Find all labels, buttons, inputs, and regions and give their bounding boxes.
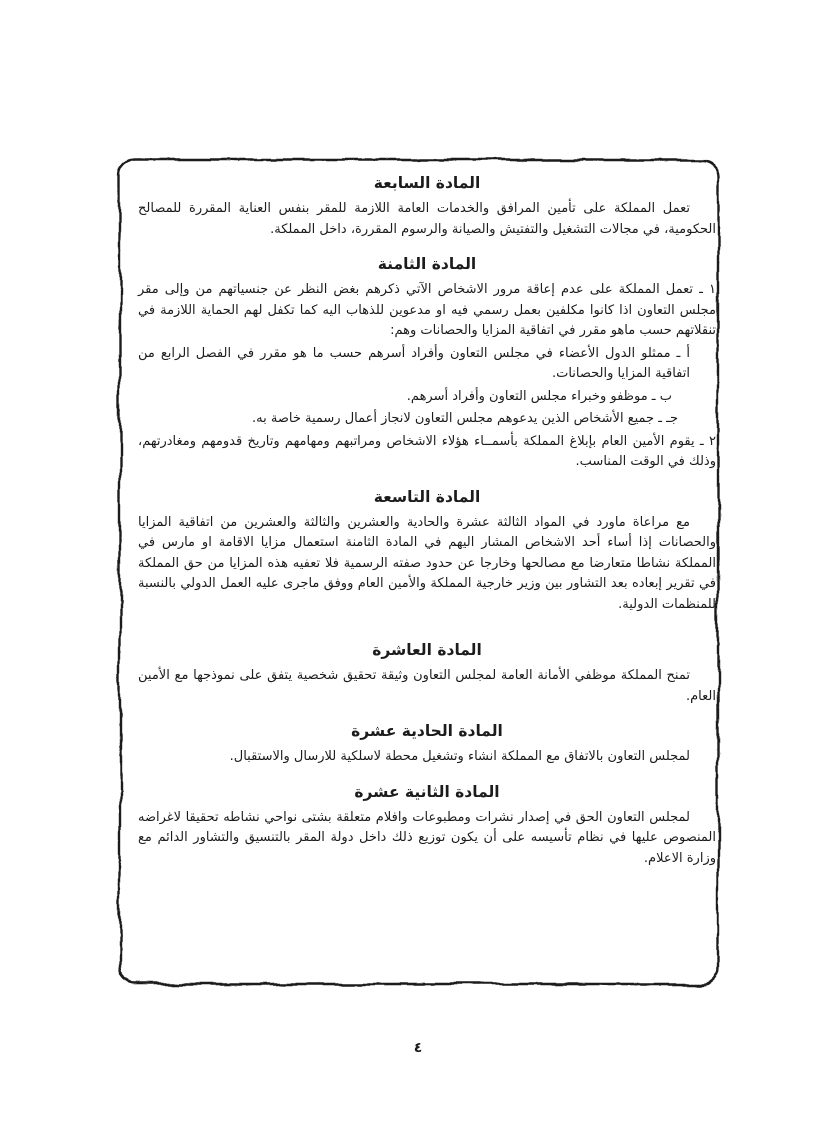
article-item-2: ٢ ـ يقوم الأمين العام بإبلاغ المملكة بأسمــاء هؤلاء الاشخاص ومراتبهم ومهامهم وتاريخ قدومهم ومغادرتهم، وذلك في الوقت المناسب. bbox=[138, 433, 716, 469]
article-title: المادة السابعة bbox=[373, 174, 481, 192]
article-paragraph: مع مراعاة ماورد في المواد الثالثة عشرة والحادية والعشرين والثالثة والعشرين من اتفاقية المزايا والحصانات إذا أساء أحد الاشخاص المشار اليهم في المادة الثامنة استعمال مزايا الاقامة او مارس في المملكة نشاطا متعارضا مع مصالحها وخارجا عن حدود صفته الرسمية فلا تعفيه هذه المزايا من حق المملكة في تقرير إبعاده بعد التشاور بين وزير خارجية المملكة والأمين العام ووفق ماجرى عليه العمل الدولي بالنسبة للمنظمات الدولية. bbox=[138, 514, 716, 612]
article-subitem-a: أ ـ ممثلو الدول الأعضاء في مجلس التعاون وأفراد أسرهم حسب ما هو مقرر في الفصل الرابع من اتفاقية المزايا والحصانات. bbox=[138, 345, 690, 381]
article-subitem-b: ب ـ موظفو وخبراء مجلس التعاون وأفراد أسرهم. bbox=[406, 388, 672, 404]
article-paragraph: تعمل المملكة على تأمين المرافق والخدمات العامة اللازمة للمقر بنفس العناية المقررة للمصالح الحكومية، في مجالات التشغيل والتفتيش والصيانة والرسوم المقررة، داخل المملكة. bbox=[138, 201, 716, 237]
article-subitem-c: جـ ـ جميع الأشخاص الذين يدعوهم مجلس التعاون لانجاز أعمال رسمية خاصة به. bbox=[252, 411, 678, 426]
article-paragraph: لمجلس التعاون بالاتفاق مع المملكة انشاء وتشغيل محطة لاسلكية للارسال والاستقبال. bbox=[229, 749, 690, 764]
article-title: المادة الثانية عشرة bbox=[354, 782, 500, 801]
article-twelve bbox=[138, 783, 716, 870]
article-eight bbox=[138, 255, 716, 473]
article-eleven bbox=[138, 722, 716, 768]
article-nine bbox=[138, 488, 716, 616]
article-title: المادة الثامنة bbox=[377, 255, 477, 273]
document-body bbox=[138, 172, 716, 871]
article-paragraph: لمجلس التعاون الحق في إصدار نشرات ومطبوعات وافلام متعلقة بشتى نواحي نشاطه تحقيقا لاغراضه المنصوص عليها في نظام تأسيسه على أن يكون توزيع ذلك داخل دولة المقر بالتنسيق والتشاور الدائم مع وزارة الاعلام. bbox=[138, 809, 716, 866]
article-title: المادة الحادية عشرة bbox=[351, 722, 503, 740]
article-ten bbox=[138, 641, 716, 707]
article-title: المادة العاشرة bbox=[372, 641, 482, 659]
article-item-1: ١ ـ تعمل المملكة على عدم إعاقة مرور الاشخاص الآتي ذكرهم بغض النظر عن جنسياتهم من وإلى مقر مجلس التعاون اذا كانوا مكلفين بعمل رسمي فيه او مدعوين للذهاب اليه كما تكفل لهم الحماية اللازمة في تنقلاتهم حسب ماهو مقرر في اتفاقية المزايا والحصانات وهم: bbox=[138, 282, 716, 338]
article-seven bbox=[138, 174, 716, 240]
page-number: ٤ bbox=[413, 1040, 423, 1056]
article-paragraph: تمنح المملكة موظفي الأمانة العامة لمجلس التعاون وثيقة تحقيق شخصية يتفق على نموذجها مع الأمين العام. bbox=[138, 668, 716, 704]
article-title: المادة التاسعة bbox=[373, 487, 481, 506]
